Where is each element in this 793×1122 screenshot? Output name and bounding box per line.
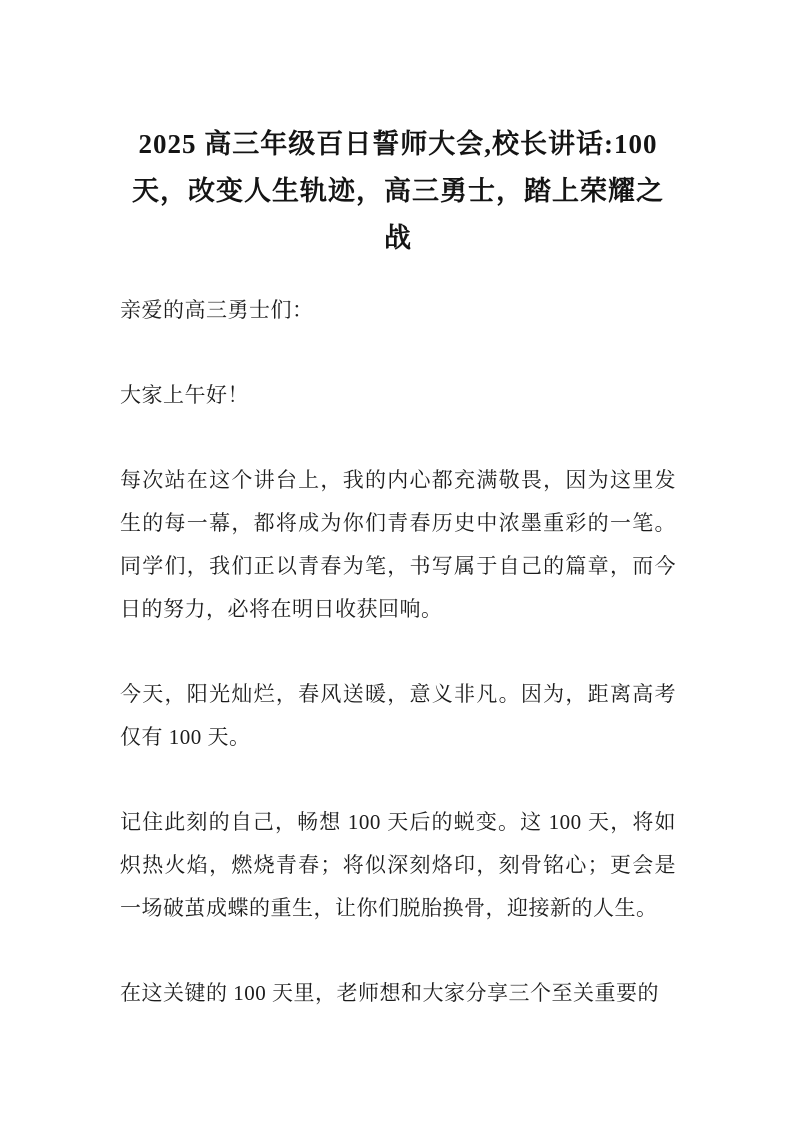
document-body — [120, 289, 676, 1015]
document-paragraph: 在这关键的 100 天里，老师想和大家分享三个至关重要的 — [120, 981, 659, 1005]
document-title: 2025 高三年级百日誓师大会,校长讲话:100天，改变人生轨迹，高三勇士，踏上荣耀之战 — [132, 129, 664, 253]
document-paragraph: 今天，阳光灿烂，春风送暖，意义非凡。因为，距离高考仅有 100 天。 — [120, 682, 676, 749]
document-paragraph: 大家上午好！ — [120, 383, 249, 407]
document-paragraph: 亲爱的高三勇士们： — [120, 298, 314, 322]
document-paragraph: 记住此刻的自己，畅想 100 天后的蜕变。这 100 天，将如炽热火焰，燃烧青春；将似深刻烙印，刻骨铭心；更会是一场破茧成蝶的重生，让你们脱胎换骨，迎接新的人生。 — [120, 810, 676, 920]
document-paragraph: 每次站在这个讲台上，我的内心都充满敬畏，因为这里发生的每一幕，都将成为你们青春历史中浓墨重彩的一笔。同学们，我们正以青春为笔，书写属于自己的篇章，而今日的努力，必将在明日收获回响。 — [120, 468, 676, 621]
